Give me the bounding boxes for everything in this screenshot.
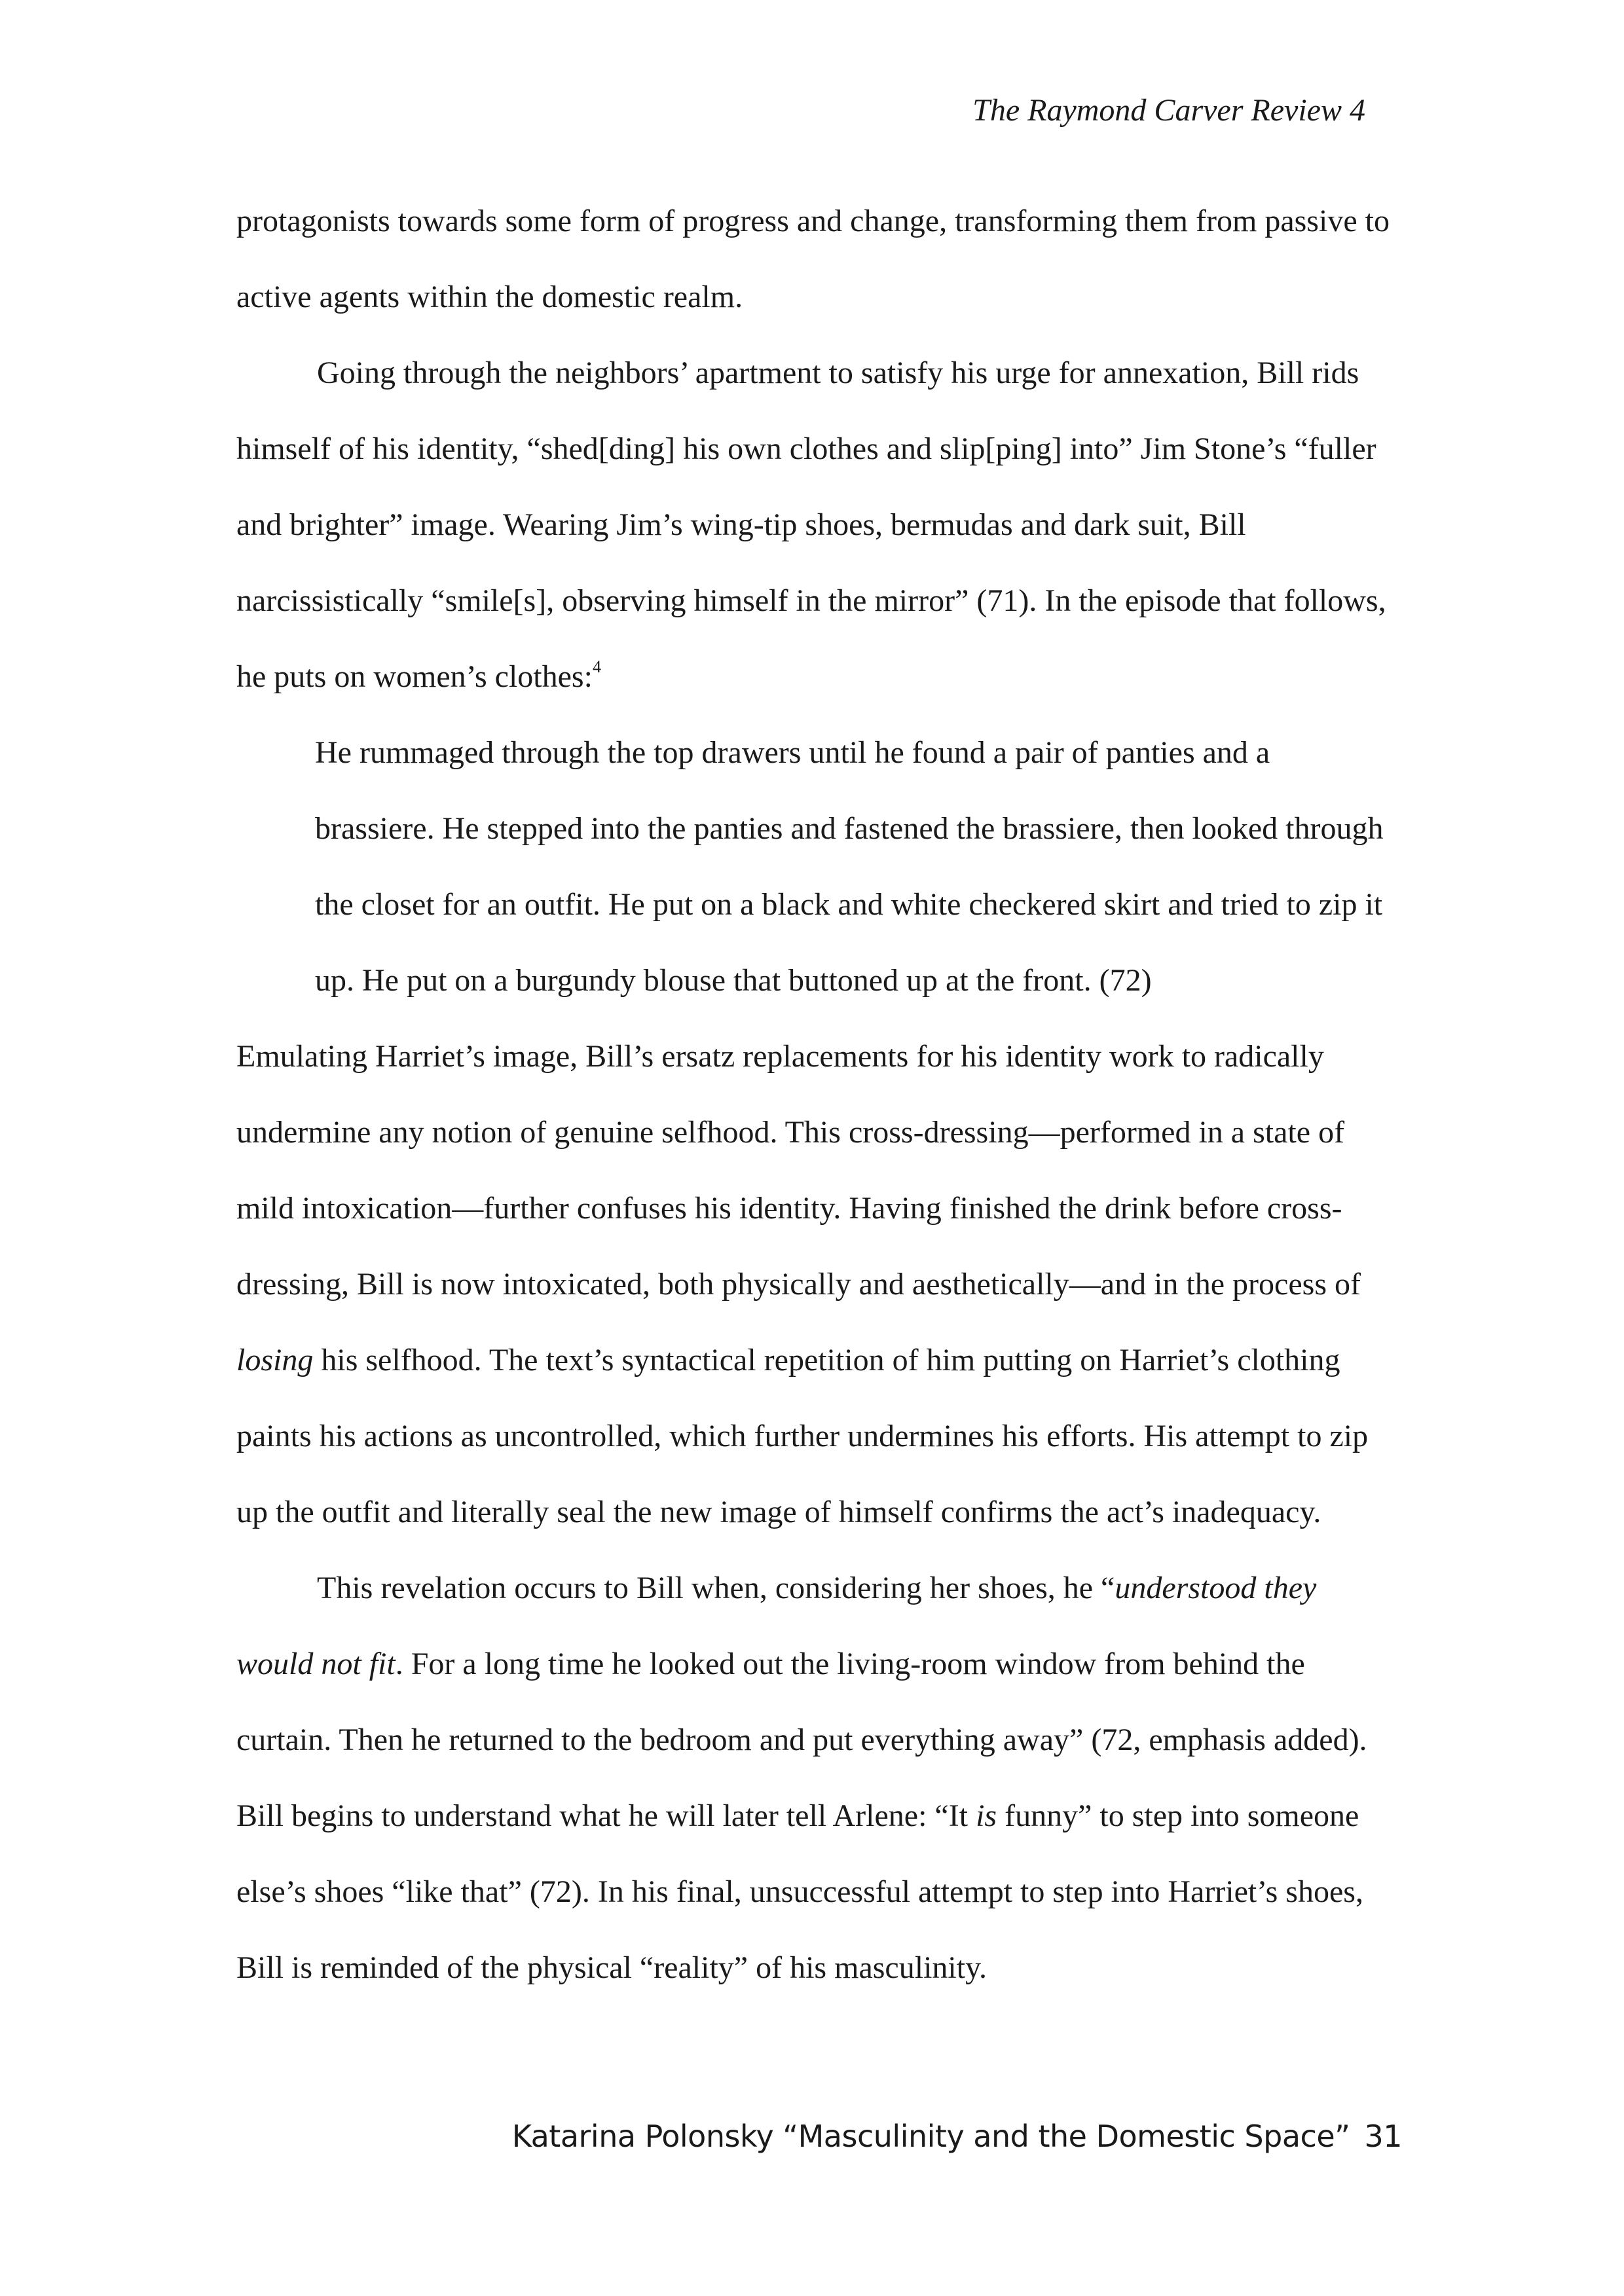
footer-author-title: Katarina Polonsky “Masculinity and the Domestic Space”	[511, 2119, 1350, 2154]
paragraph-text: his selfhood. The text’s syntactical repetition of him putting on Harriet’s clothing paints his actions as uncontrolled, which further undermines his efforts. His attempt to zip up the outfit and literally seal the new image of himself confirms the act’s inadequacy.	[236, 1343, 1369, 1529]
emphasis-text: is	[976, 1798, 997, 1833]
paragraph-bill-annexation	[236, 335, 1395, 715]
paragraph-text: funny” to step into someone else’s shoes “like that” (72). In his final, unsuccessful attempt to step into Harriet’s shoes, Bill is reminded of the physical “reality” of his masculinity.	[236, 1798, 1363, 1985]
emphasis-text: understood they would not fit	[236, 1571, 1317, 1681]
page-number: 31	[1364, 2119, 1402, 2154]
paragraph-text: This revelation occurs to Bill when, considering her shoes, he “	[317, 1571, 1115, 1605]
paragraph-text: Going through the neighbors’ apartment to satisfy his urge for annexation, Bill rids himself of his identity, “shed[ding] his own clothes and slip[ping] into” Jim Stone’s “fuller and brighter” image. Wearing Jim’s wing-tip shoes, bermudas and dark suit, Bill narcissistically “smile[s], observing himself in the mirror” (71). In the episode that follows, he puts on women’s clothes:	[236, 355, 1386, 694]
emphasis-text: losing	[236, 1343, 314, 1377]
page-footer	[511, 2119, 1402, 2154]
block-quote: He rummaged through the top drawers until he found a pair of panties and a brassiere. He stepped into the panties and fastened the brassiere, then looked through the closet for an outfit. He put on a black and white checkered skirt and tried to zip it up. He put on a burgundy blouse that buttoned up at the front. (72)	[315, 735, 1384, 998]
paragraph-cross-dressing	[236, 1019, 1395, 1550]
running-header: The Raymond Carver Review 4	[972, 93, 1365, 128]
paragraph-revelation	[236, 1550, 1395, 2006]
paragraph-text: . For a long time he looked out the living-room window from behind the curtain. Then he returned to the bedroom and put everything away” (72, emphasis added). Bill begins to understand what he will later tell Arlene: “It	[236, 1647, 1367, 1833]
paragraph-text: Emulating Harriet’s image, Bill’s ersatz replacements for his identity work to radically undermine any notion of genuine selfhood. This cross-dressing—performed in a state of mild intoxication—further confuses his identity. Having finished the drink before cross-dressing, Bill is now intoxicated, both physically and aesthetically—and in the process of	[236, 1039, 1361, 1302]
footnote-marker: 4	[592, 657, 601, 676]
article-body	[236, 183, 1395, 2006]
paragraph-continuation: protagonists towards some form of progress and change, transforming them from passive to active agents within the domestic realm.	[236, 204, 1390, 314]
